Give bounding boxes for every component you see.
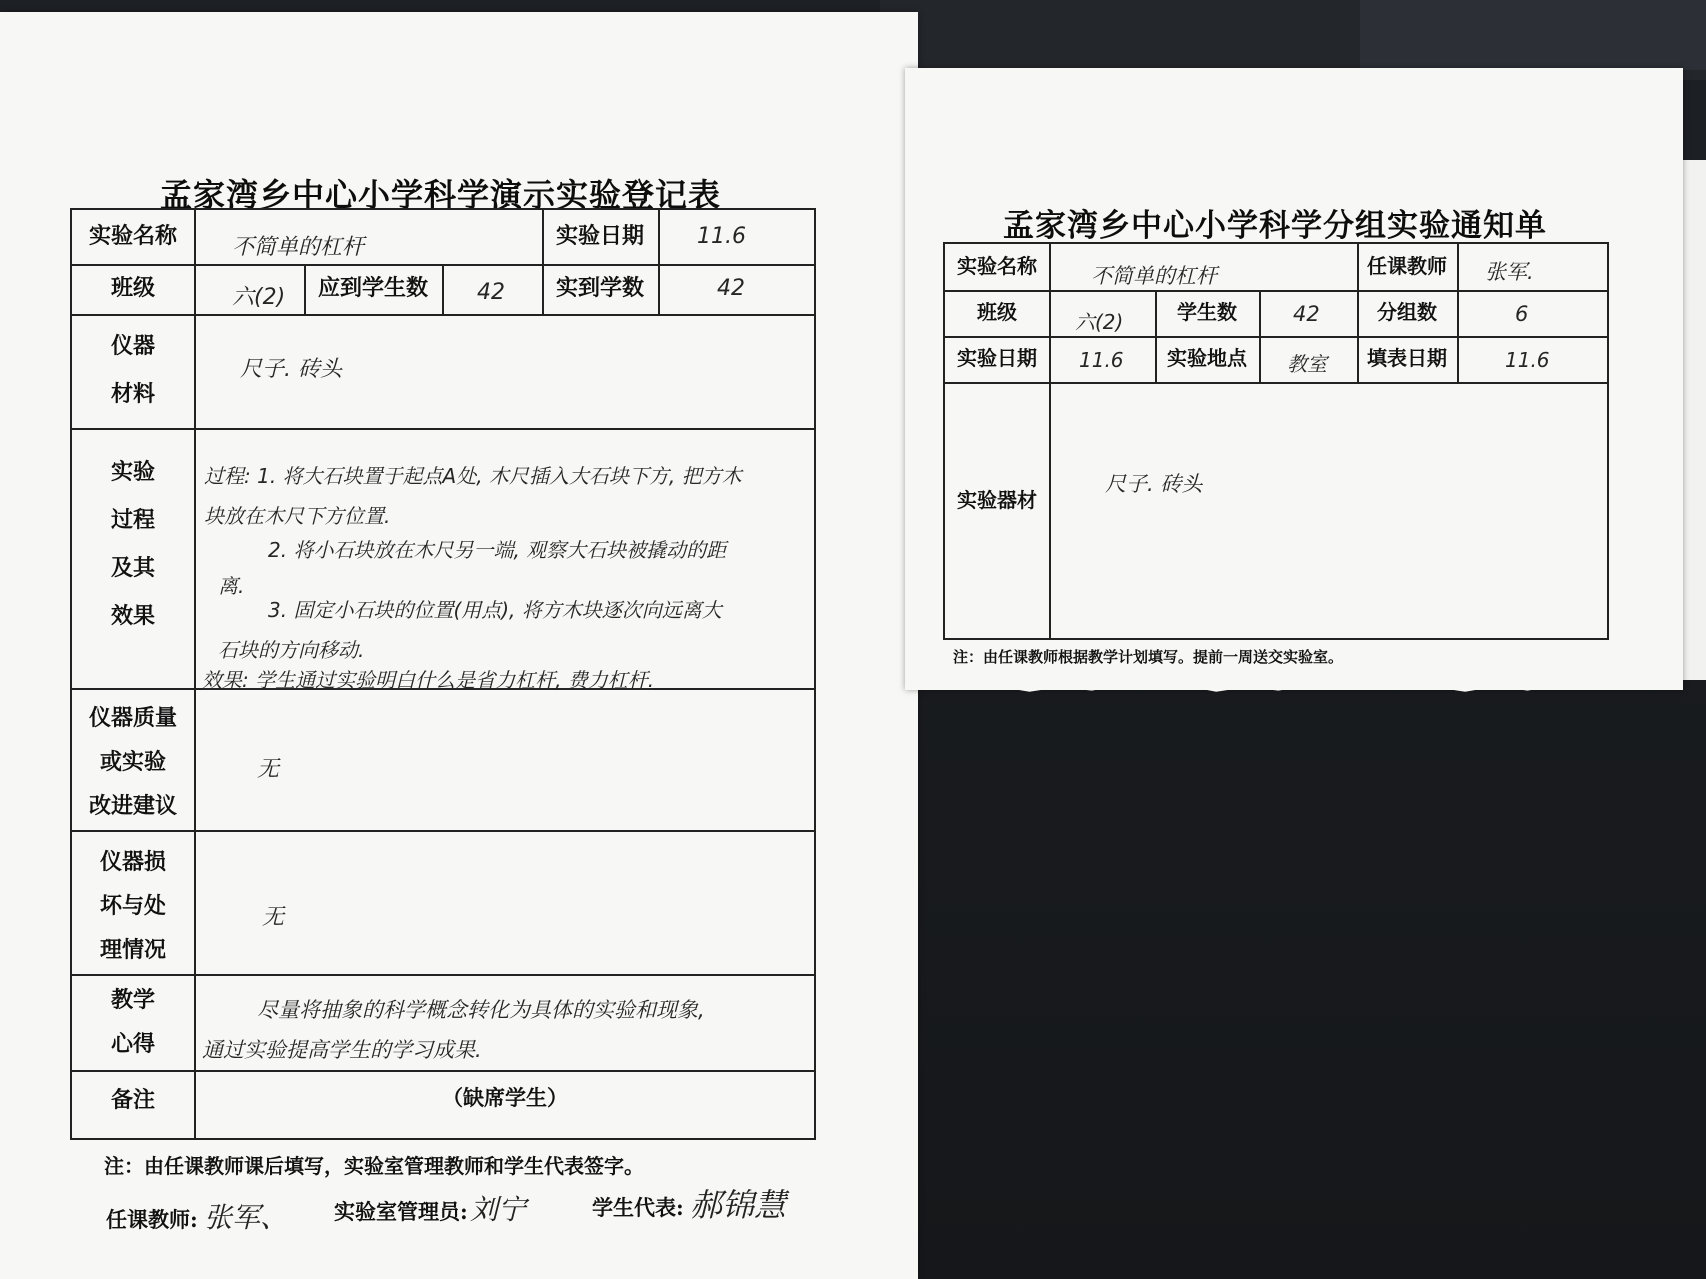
teacher-signature-label: 任课教师: bbox=[106, 1207, 198, 1232]
label-class: 班级 bbox=[110, 275, 155, 301]
label-rf-equipment: 实验器材 bbox=[957, 488, 1037, 512]
label-rf-exp-name: 实验名称 bbox=[957, 254, 1037, 278]
label-rf-teacher: 任课教师 bbox=[1367, 254, 1447, 278]
label-process-2: 过程 bbox=[110, 507, 155, 533]
label-rf-students: 学生数 bbox=[1177, 300, 1237, 324]
label-equip-1: 仪器 bbox=[110, 333, 155, 359]
label-process-1: 实验 bbox=[110, 459, 155, 485]
label-damage-2: 坏与处 bbox=[99, 893, 166, 919]
teacher-signature: 张军、 bbox=[204, 1201, 289, 1234]
value-exp-date: 11.6 bbox=[697, 224, 746, 249]
student-rep-signature-label: 学生代表: bbox=[592, 1195, 684, 1220]
value-remark: （缺席学生） bbox=[442, 1085, 568, 1110]
label-expected-students: 应到学生数 bbox=[317, 275, 428, 301]
value-quality: 无 bbox=[257, 757, 280, 782]
value-rf-class: 六(2) bbox=[1075, 310, 1124, 334]
label-process-4: 效果 bbox=[110, 603, 155, 629]
notification-sheet bbox=[905, 68, 1683, 690]
value-teach-line1: 尽量将抽象的科学概念转化为具体的实验和现象, bbox=[257, 998, 705, 1022]
label-rf-class: 班级 bbox=[977, 300, 1017, 324]
value-process-line7: 效果: 学生通过实验明白什么是省力杠杆, 费力杠杆. bbox=[202, 668, 655, 692]
label-exp-date: 实验日期 bbox=[555, 223, 644, 249]
value-process-line4: 离. bbox=[218, 574, 245, 598]
lab-admin-signature: 刘宁 bbox=[470, 1193, 527, 1226]
value-equipment: 尺子. 砖头 bbox=[240, 357, 342, 382]
right-form-note: 注：由任课教师根据教学计划填写。提前一周送交实验室。 bbox=[953, 648, 1344, 666]
value-exp-name: 不简单的杠杆 bbox=[232, 235, 365, 260]
value-process-line5: 3. 固定小石块的位置(用点), 将方木块逐次向远离大 bbox=[268, 598, 722, 622]
label-remark: 备注 bbox=[110, 1087, 155, 1113]
value-damage: 无 bbox=[262, 905, 285, 930]
value-rf-location: 教室 bbox=[1287, 352, 1327, 376]
label-quality-2: 或实验 bbox=[99, 749, 166, 775]
student-rep-signature: 郝锦慧 bbox=[690, 1186, 787, 1224]
label-rf-exp-date: 实验日期 bbox=[957, 346, 1037, 370]
value-rf-exp-name: 不简单的杠杆 bbox=[1091, 264, 1217, 288]
value-process-line2: 块放在木尺下方位置. bbox=[204, 504, 391, 528]
label-damage-1: 仪器损 bbox=[99, 849, 166, 875]
label-quality-3: 改进建议 bbox=[88, 793, 177, 819]
notification-table bbox=[943, 242, 1609, 640]
value-rf-students: 42 bbox=[1293, 302, 1320, 326]
label-rf-groups: 分组数 bbox=[1377, 300, 1437, 324]
value-process-line6: 石块的方向移动. bbox=[218, 638, 365, 662]
label-quality-1: 仪器质量 bbox=[88, 705, 177, 731]
value-expected-students: 42 bbox=[477, 280, 505, 305]
label-exp-name: 实验名称 bbox=[88, 223, 177, 249]
left-form-note: 注：由任课教师课后填写，实验室管理教师和学生代表签字。 bbox=[104, 1154, 644, 1178]
value-rf-exp-date: 11.6 bbox=[1079, 348, 1124, 372]
left-form-title: 孟家湾乡中心小学科学演示实验登记表 bbox=[160, 176, 722, 214]
label-process-3: 及其 bbox=[110, 555, 155, 581]
desk-background-edge bbox=[1360, 0, 1706, 70]
underlying-paper-edge bbox=[1680, 160, 1706, 680]
label-equip-2: 材料 bbox=[110, 381, 155, 407]
value-teach-line2: 通过实验提高学生的学习成果. bbox=[202, 1038, 482, 1062]
label-rf-fill-date: 填表日期 bbox=[1367, 346, 1447, 370]
label-teach-2: 心得 bbox=[110, 1031, 155, 1057]
registration-sheet bbox=[0, 12, 918, 1279]
value-rf-groups: 6 bbox=[1515, 302, 1529, 326]
value-rf-fill-date: 11.6 bbox=[1505, 348, 1550, 372]
lab-admin-signature-label: 实验室管理员: bbox=[334, 1199, 468, 1224]
registration-table bbox=[70, 208, 816, 1140]
right-form-title: 孟家湾乡中心小学科学分组实验通知单 bbox=[1003, 208, 1547, 244]
label-damage-3: 理情况 bbox=[99, 937, 166, 963]
label-teach-1: 教学 bbox=[110, 987, 155, 1013]
value-rf-equipment: 尺子. 砖头 bbox=[1105, 472, 1203, 496]
value-class: 六(2) bbox=[232, 285, 286, 310]
value-process-line1: 过程: 1. 将大石块置于起点A处, 木尺插入大石块下方, 把方木 bbox=[204, 464, 742, 488]
value-rf-teacher: 张军. bbox=[1485, 260, 1534, 284]
value-process-line3: 2. 将小石块放在木尺另一端, 观察大石块被撬动的距 bbox=[268, 538, 727, 562]
label-actual-students: 实到学数 bbox=[555, 275, 644, 301]
value-actual-students: 42 bbox=[717, 276, 745, 301]
label-rf-location: 实验地点 bbox=[1167, 346, 1247, 370]
